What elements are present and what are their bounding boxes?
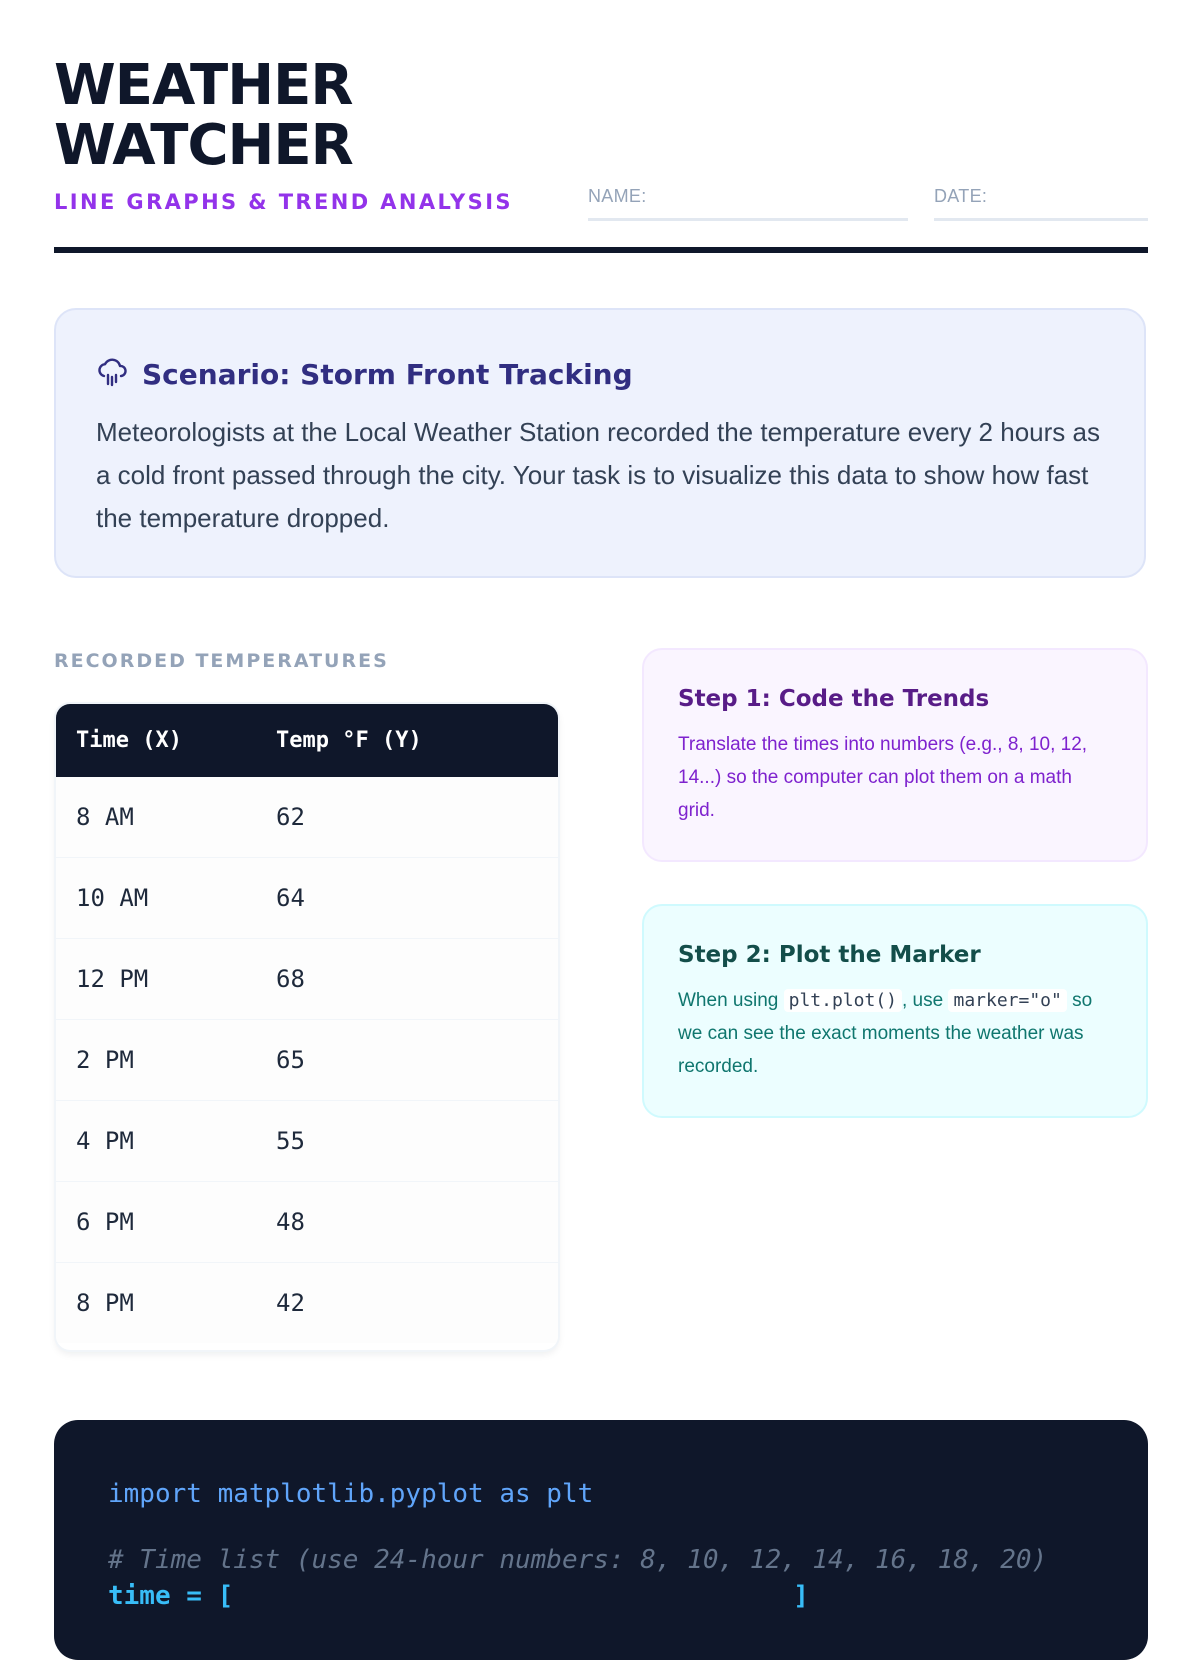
table-row [56,1263,558,1343]
name-label: NAME: [588,186,647,206]
temp-cell: 68 [276,965,305,993]
temp-cell: 65 [276,1046,305,1074]
table-row [56,1182,558,1263]
table-row [56,858,558,939]
temp-cell: 48 [276,1208,305,1236]
code-time-open: time = [ [108,1581,234,1611]
table-section-label: RECORDED TEMPERATURES [54,650,389,672]
step-1-card [642,648,1148,862]
step-2-title: Step 2: Plot the Marker [678,942,981,968]
code-comment-line: # Time list (use 24-hour numbers: 8, 10, 12, 14, 16, 18, 20) [108,1545,1048,1575]
column-header-time: Time (X) [76,728,182,753]
step-2-text [678,984,1112,1083]
title-line-2: WATCHER [54,113,353,178]
table-row [56,939,558,1020]
table-row [56,1020,558,1101]
time-cell: 2 PM [76,1046,134,1074]
temp-cell: 55 [276,1127,305,1155]
step-1-title: Step 1: Code the Trends [678,686,990,712]
scenario-card [54,308,1146,578]
scenario-title: Scenario: Storm Front Tracking [142,358,633,391]
step-2-card [642,904,1148,1118]
code-block [54,1420,1148,1660]
table-row [56,1101,558,1182]
inline-code-plot: plt.plot() [784,989,902,1012]
header-divider [54,247,1148,253]
time-cell: 10 AM [76,884,149,912]
step-1-text: Translate the times into numbers (e.g., 8, 10, 12, 14...) so the computer can plot them on a math grid. [678,734,1088,821]
scenario-header [96,356,1104,393]
code-time-close: ] [793,1581,809,1611]
code-import-line: import matplotlib.pyplot as plt [108,1479,594,1509]
step-2-text-end: so we can see the exact moments the weather was recorded. [678,990,1093,1077]
date-label: DATE: [934,186,988,206]
table-header [56,704,558,777]
scenario-text: Meteorologists at the Local Weather Station recorded the temperature every 2 hours as a cold front passed through the city. Your task is to visualize this data to show how fast the temperature dropped. [96,417,1100,533]
temp-cell: 62 [276,803,305,831]
name-field[interactable] [588,186,908,221]
code-time-line [108,1578,1094,1614]
time-cell: 12 PM [76,965,149,993]
time-cell: 8 AM [76,803,134,831]
title-line-1: WEATHER [54,53,353,118]
step-2-text-middle: , use [902,990,944,1011]
step-2-text-start: When using [678,990,779,1011]
inline-code-marker: marker="o" [948,989,1066,1012]
cloud-rain-icon [96,356,128,393]
page-subtitle: LINE GRAPHS & TREND ANALYSIS [54,190,513,214]
time-cell: 6 PM [76,1208,134,1236]
page-title [54,53,353,178]
temperature-table [56,704,558,1350]
temp-cell: 64 [276,884,305,912]
column-header-temp: Temp °F (Y) [276,728,422,753]
time-cell: 4 PM [76,1127,134,1155]
table-row [56,777,558,858]
worksheet [54,0,1148,1611]
date-field[interactable] [934,186,1148,221]
time-cell: 8 PM [76,1289,134,1317]
header [54,0,1148,256]
temp-cell: 42 [276,1289,305,1317]
